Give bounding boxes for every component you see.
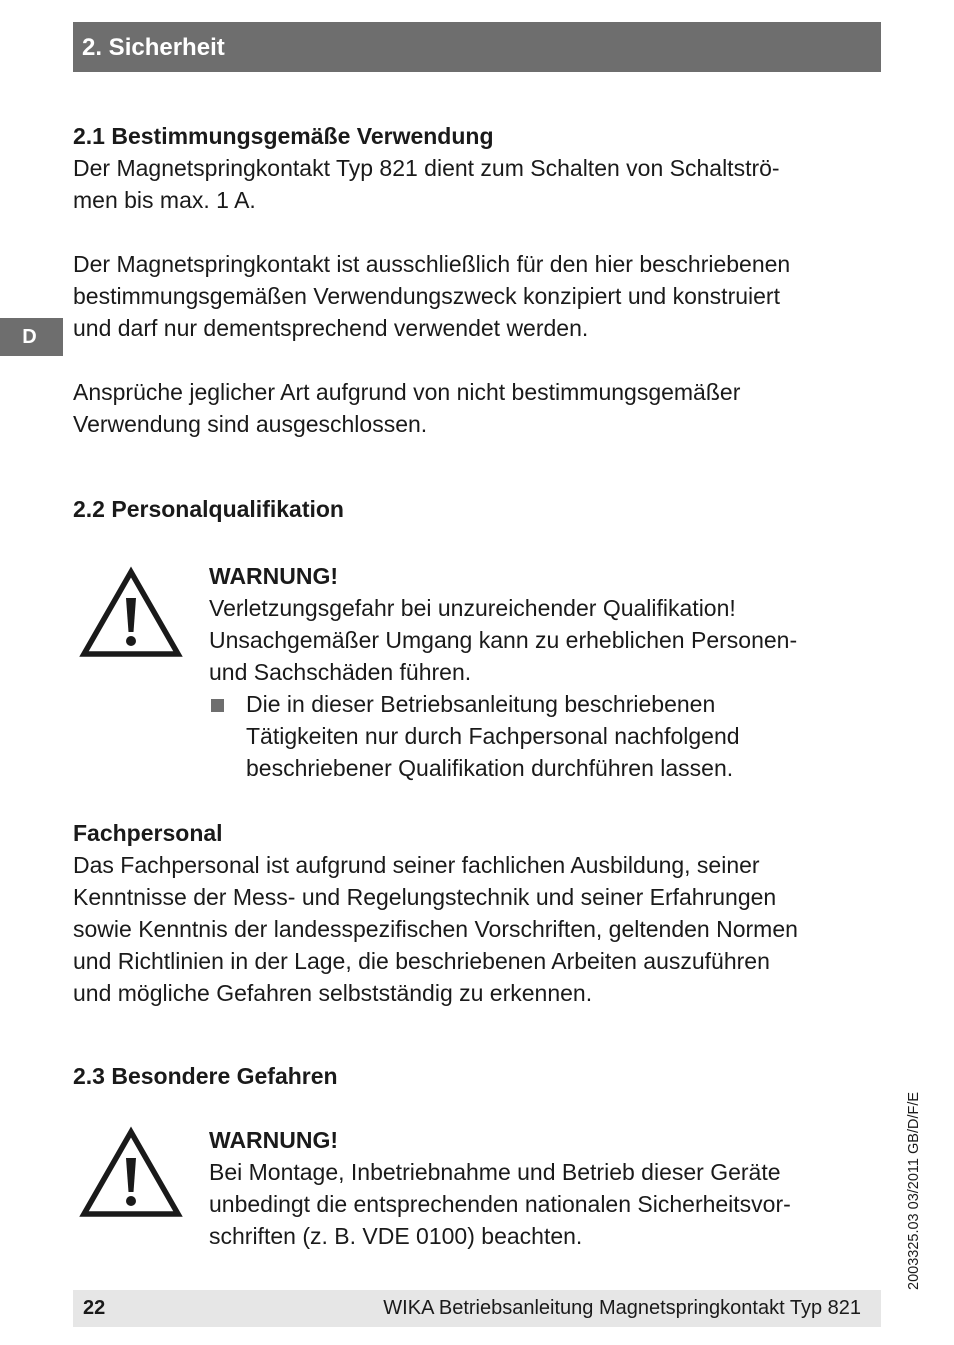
content-fachpersonal [73,817,873,1092]
warning-line: Verletzungsgefahr bei unzureichender Qualifikation! [209,595,736,621]
warning-line: und Sachschäden führen. [209,659,472,685]
heading-2-1: 2.1 Bestimmungsgemäße Verwendung [73,123,494,149]
footer-doc-title: WIKA Betriebsanleitung Magnetspringkontakt Typ 821 [383,1297,861,1319]
warning-title: WARNUNG! [209,1127,339,1153]
warning-triangle-icon [79,566,183,660]
warning-line: schriften (z. B. VDE 0100) beachten. [209,1223,583,1249]
paragraph-line: und mögliche Gefahren selbstständig zu erkennen. [73,980,593,1006]
paragraph-line: und darf nur dementsprechend verwendet werden. [73,315,589,341]
fachpersonal-heading: Fachpersonal [73,820,223,846]
section-header-bar [73,22,881,72]
paragraph-line: Kenntnisse der Mess- und Regelungstechnik und seiner Erfahrungen [73,884,777,910]
paragraph-line: Ansprüche jeglicher Art aufgrund von nicht bestimmungsgemäßer [73,379,741,405]
document-code: 2003325.03 03/2011 GB/D/F/E [906,1091,922,1290]
warning-line: unbedingt die entsprechenden nationalen Sicherheitsvor- [209,1191,791,1217]
warning-line: Bei Montage, Inbetriebnahme und Betrieb dieser Geräte [209,1159,781,1185]
warning-title: WARNUNG! [209,563,339,589]
paragraph-line: Verwendung sind ausgeschlossen. [73,411,428,437]
warning-text [209,560,869,784]
paragraph-line: men bis max. 1 A. [73,187,256,213]
content-section-2-1 [73,120,873,525]
bullet-line: beschriebener Qualifikation durchführen lassen. [246,755,734,781]
section-title: 2. Sicherheit [82,34,225,61]
heading-2-2: 2.2 Personalqualifikation [73,496,344,522]
warning-text [209,1124,869,1252]
bullet-line: Die in dieser Betriebsanleitung beschriebenen [246,691,716,717]
page-number: 22 [83,1297,106,1319]
paragraph-line: Der Magnetspringkontakt ist ausschließlich für den hier beschriebenen [73,251,791,277]
language-tab: D [0,318,63,356]
heading-2-3: 2.3 Besondere Gefahren [73,1063,338,1089]
warning-line: Unsachgemäßer Umgang kann zu erheblichen Personen- [209,627,798,653]
paragraph-line: sowie Kenntnis der landesspezifischen Vorschriften, geltenden Normen [73,916,798,942]
footer-bar [73,1290,881,1327]
warning-triangle-icon [79,1126,183,1220]
paragraph-line: und Richtlinien in der Lage, die beschriebenen Arbeiten auszuführen [73,948,770,974]
paragraph-line: Der Magnetspringkontakt Typ 821 dient zum Schalten von Schaltströ- [73,155,780,181]
bullet-item [209,688,869,784]
paragraph-line: Das Fachpersonal ist aufgrund seiner fachlichen Ausbildung, seiner [73,852,760,878]
paragraph-line: bestimmungsgemäßen Verwendungszweck konzipiert und konstruiert [73,283,780,309]
bullet-square-icon [211,699,224,712]
bullet-line: Tätigkeiten nur durch Fachpersonal nachfolgend [246,723,740,749]
